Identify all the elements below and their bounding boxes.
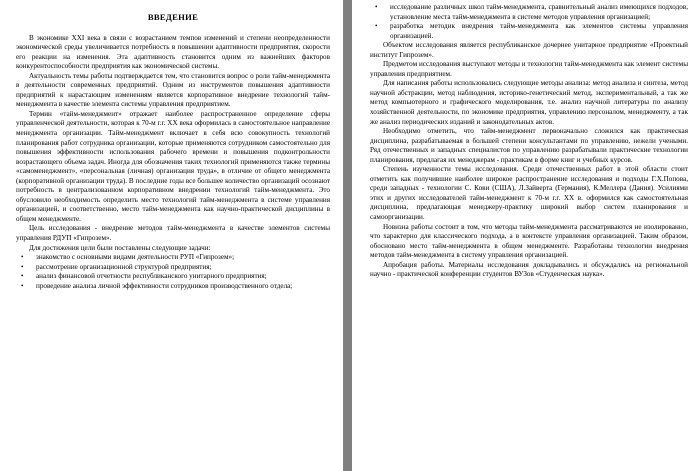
paragraph-goal: Цель исследования - внедрение методов тайм-менеджмента в качестве элементов системы управления РДУП «Гипрозем». <box>16 224 330 243</box>
task-list <box>16 253 330 291</box>
bullet-icon: • <box>21 253 24 262</box>
paragraph-methods: Для написания работы использовались следующие методы анализа: метод анализа и синтеза, метод научной абстракции, метод наблюдения, историко-генетический метод, экспериментальный, а так же метод компьютерного и графического моделирования, т.е. анализ научной литературы по анализу хозяйственной деятельности, по экономике предприятия, управлению персоналом, менеджменту, а так же анализ периодических изданий и законодательных актов. <box>370 79 688 126</box>
list-item: • разработка методик внедрения тайм-менеджмента как элементов системы управления организацией. <box>375 22 688 40</box>
bullet-icon: • <box>375 3 378 11</box>
bullet-icon: • <box>375 22 378 31</box>
bullet-icon: • <box>21 272 24 281</box>
paragraph-subject: Предметом исследования выступают методы и технологии тайм-менеджмента как элемент системы управления предприятием. <box>370 60 688 78</box>
list-item: • рассмотрение организационной структурой предприятия; <box>21 262 212 271</box>
document-page-left <box>0 0 343 471</box>
paragraph-novelty: Новизна работы состоит в том, что методы тайм-менеджмента рассматриваются не изолированно, что характерно для классического подхода, а в контексте управления организацией. Таким образом, обосновано место тайм-менеджмента в общем менеджменте. Разработаны технологии внедрения методов тайм-менеджмента в систему управления организацией. <box>370 222 688 260</box>
bullet-icon: • <box>21 281 24 290</box>
list-item: • проведение анализа личной эффективности сотрудников производственного отдела; <box>21 281 293 290</box>
paragraph-relevance: Актуальность темы работы подтверждается тем, что становится вопрос о роли тайм-менеджмента в деятельности современных предприятий. Одним из инструментов повышения адаптивности предприятий к нарастающим изменениям является корпоративное внедрение технологий тайм-менеджмента в качестве элемента системы управления предприятием. <box>16 71 330 109</box>
paragraph-term: Термин «тайм-менеджмент» отражает наиболее распространенное определение сферы управленческой деятельности, которая к 70-м г.г. XX века оформилась в самостоятельное направление менеджмента организации. Тайм-менеджмент включает в себя всю совокупность технологий планирования работ сотрудника организации, которые применяются сотрудником самостоятельно для повышения эффективности использования рабочего времени и повышения подконтрольности возрастающего объема задач. Иногда для обозначения таких технологий применяются также термины «самоменеджмент», «персональная (личная) организация труда», в отличие от общего менеджмента (корпоративной организации труда). В последние годы все большее количество организаций осознают потребность в централизованном корпоративном внедрении технологий тайм-менеджмента. Это обусловило необходимость определить место технологий тайм-менеджмента в системе управления организацией, и соответственно, место тайм-менеджмента как научно-практической дисциплины в общем менеджменте. <box>16 109 330 223</box>
paragraph-history: Необходимо отметить, что тайм-менеджмент первоначально сложился как практическая дисциплина, разрабатываемая в большей степени консультантами по управлению, нежели учеными. Ряд отечественных и западных специалистов по управлению разрабатывали практические технологии планирования, предлагая их менеджерам - практикам в форме книг и учебных курсов. <box>370 127 688 164</box>
document-page-right <box>352 0 700 471</box>
list-item: • исследование различных школ тайм-менеджмента, сравнительный анализ имеющихся подходов, установление места тайм-менеджмента в системе методов управления организацией; <box>375 3 688 21</box>
paragraph-research-degree: Степень изученности темы исследования. Среди отечественных работ в этой области стоит отметить как получившие наиболее широкое распространение исследования и подходы Г.Х.Попова, среди западных - технологии С. Кови (США), Л.Зайверта (Германия), К.Меллера (Дания). Усилиями этих и других исследователей тайм-менеджмент к 70-м г.г. XX в. оформился как самостоятельная дисциплина, предлагающая менеджеру-практику широкий выбор систем планирования и самоорганизации. <box>370 165 688 222</box>
paragraph-object: Объектом исследования является республиканское дочернее унитарное предприятие «Проектный институт Гипрозем». <box>370 41 688 59</box>
list-item: • знакомство с основными видами деятельности РУП «Гипрозем»; <box>21 253 235 262</box>
paragraph-intro: В экономике XXI века в связи с возрастанием темпов изменений и степени неопределенности экономической среды увеличивается потребность в повышении адаптивности предприятия, скорости его реакции на изменения. Эта адаптивность становится одним из важнейших факторов конкурентоспособности предприятия как экономической системы. <box>16 33 330 71</box>
bullet-icon: • <box>21 262 24 271</box>
list-item: • анализ финансовой отчетности республиканского унитарного предприятия; <box>21 272 267 281</box>
page-title: ВВЕДЕНИЕ <box>147 12 199 22</box>
paragraph-tasks-intro: Для достижения цели были поставлены следующие задачи: <box>29 243 211 252</box>
paragraph-approbation: Апробация работы. Материалы исследования докладывались и обсуждались на региональной научно - практической конференции студентов ВУЗов «Студенческая наука». <box>370 260 688 279</box>
task-list-continued <box>370 3 688 41</box>
